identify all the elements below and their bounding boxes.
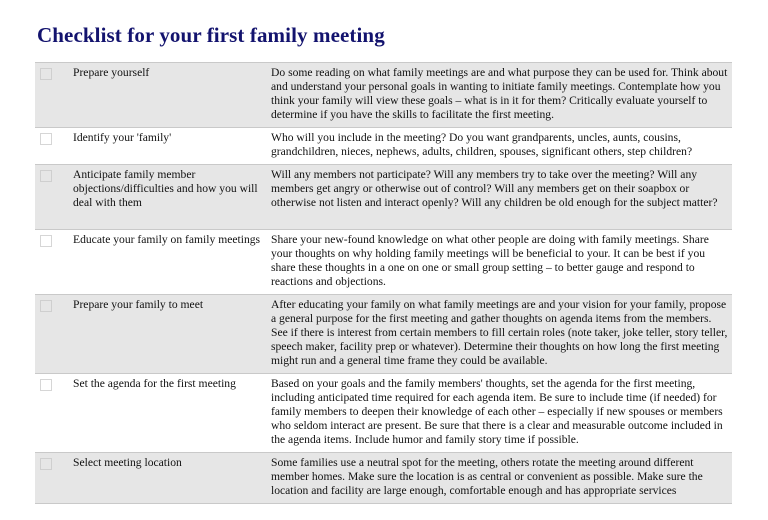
checkbox[interactable] [40, 235, 52, 247]
checklist-row [35, 165, 732, 230]
checklist-item-description: Will any members not participate? Will any members try to take over the meeting? Will any members get angry or otherwise out of control? Will any members get on their soapbox or otherwise not listen and interact openly? Will any children be old enough for the subject matter? [267, 165, 732, 230]
checklist-item-description: Share your new-found knowledge on what other people are doing with family meetings. Share your thoughts on why holding family meetings will be beneficial to your. It can be best if you share these thoughts in a one on one or small group setting – to better gauge and respond to reactions and objections. [267, 230, 732, 295]
checklist-row [35, 128, 732, 165]
checklist-item-label: Select meeting location [71, 453, 267, 504]
checklist-item-label: Identify your 'family' [71, 128, 267, 165]
checklist-item-label: Set the agenda for the first meeting [71, 374, 267, 453]
checklist-item-description: Based on your goals and the family members' thoughts, set the agenda for the first meeting, including anticipated time required for each agenda item. Be sure to include time (if needed) for family members to deepen their knowledge of each other – especially if new spouses or members who seldom interact are present. Be sure that there is a clear and measurable outcome included in the agenda items. Include humor and family story time if possible. [267, 374, 732, 453]
checkbox[interactable] [40, 458, 52, 470]
checklist-item-description: Some families use a neutral spot for the meeting, others rotate the meeting around different member homes. Make sure the location is as central or convenient as possible. Make sure the location and facility are large enough, comfortable enough and has appropriate services [267, 453, 732, 504]
checkbox[interactable] [40, 170, 52, 182]
checklist-item-description: Do some reading on what family meetings are and what purpose they can be used for. Think about and understand your personal goals in wanting to initiate family meetings. Contemplate how you think your family will view these goals – what is in it for them? Critically evaluate yourself to determine if you have the skills to facilitate the first meeting. [267, 63, 732, 128]
checklist-row [35, 63, 732, 128]
checklist-table [35, 62, 732, 504]
checkbox[interactable] [40, 68, 52, 80]
checklist-item-label: Educate your family on family meetings [71, 230, 267, 295]
checklist-item-label: Anticipate family member objections/difficulties and how you will deal with them [71, 165, 267, 230]
checklist-item-description: Who will you include in the meeting? Do you want grandparents, uncles, aunts, cousins, grandchildren, nieces, nephews, adults, children, spouses, significant others, step children? [267, 128, 732, 165]
checklist-row [35, 230, 732, 295]
checkbox[interactable] [40, 133, 52, 145]
checklist-row [35, 295, 732, 374]
checklist-row [35, 453, 732, 504]
page-title: Checklist for your first family meeting [37, 23, 385, 47]
checklist-item-description: After educating your family on what family meetings are and your vision for your family, propose a general purpose for the first meeting and gather thoughts on agenda items from the members. See if there is interest from certain members to fill certain roles (note taker, joke teller, story teller, speech maker, facility prep or whatever). Determine their thoughts on how long the first meeting might run and a general time frame they could be available. [267, 295, 732, 374]
checklist-item-label: Prepare yourself [71, 63, 267, 128]
checkbox[interactable] [40, 300, 52, 312]
checklist-item-label: Prepare your family to meet [71, 295, 267, 374]
checkbox[interactable] [40, 379, 52, 391]
checklist-row [35, 374, 732, 453]
